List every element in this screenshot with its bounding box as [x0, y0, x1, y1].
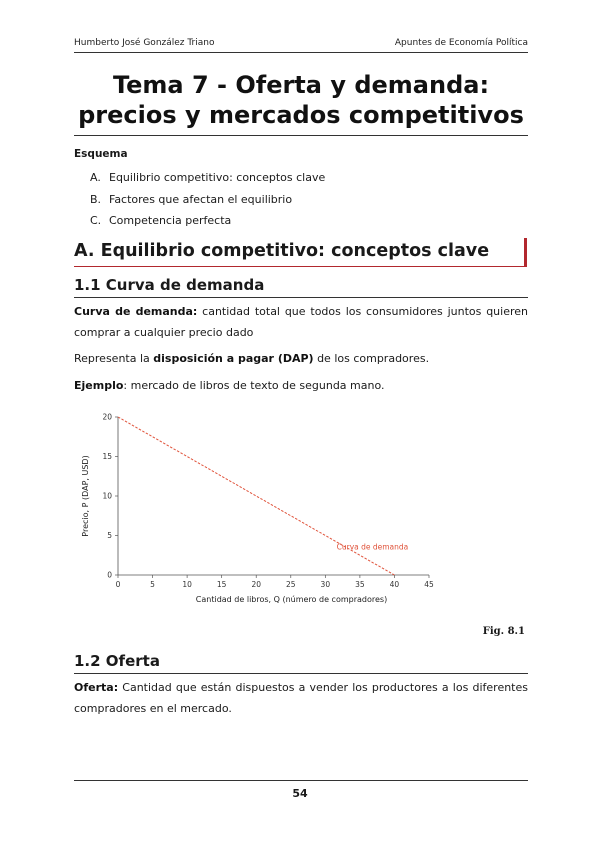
- figure-caption: Fig. 8.1: [482, 626, 525, 637]
- example-sentence: [74, 375, 528, 396]
- schema-item-letter: B.: [90, 192, 102, 206]
- y-axis-label: Precio, P (DAP, USD): [81, 455, 90, 537]
- x-tick-label: 20: [251, 580, 261, 589]
- schema-item-text: Factores que afectan el equilibrio: [109, 192, 293, 206]
- header-book-title: Apuntes de Economía Política: [394, 38, 528, 48]
- x-tick-label: 35: [355, 580, 365, 589]
- x-axis-label: Cantidad de libros, Q (número de compradores): [195, 595, 388, 604]
- page-title: Tema 7 - Oferta y demanda: precios y mercados competitivos: [78, 71, 524, 129]
- y-tick-label: 0: [107, 570, 112, 580]
- subsection-1-2-rule: [74, 673, 528, 674]
- section-a-heading-box: [74, 238, 527, 267]
- x-tick-label: 25: [286, 580, 296, 589]
- subsection-1-1-rule: [74, 297, 528, 298]
- example-label: Ejemplo: [74, 379, 124, 392]
- header-rule: [74, 52, 528, 53]
- schema-item: [90, 214, 325, 236]
- footer-rule: [74, 780, 528, 781]
- x-tick-label: 40: [389, 580, 400, 589]
- x-tick-label: 45: [424, 580, 434, 589]
- page-number: 54: [292, 787, 308, 800]
- schema-item: [90, 171, 325, 193]
- series-label-demand-curve: Curva de demanda: [336, 542, 409, 552]
- subsection-1-1-title: 1.1 Curva de demanda: [74, 276, 265, 294]
- demand-definition: [74, 301, 528, 343]
- schema-item-letter: C.: [90, 214, 102, 227]
- dap-bold: disposición a pagar (DAP): [153, 352, 314, 365]
- title-rule: [74, 135, 528, 136]
- x-tick-label: 0: [115, 580, 121, 589]
- schema-item: [90, 193, 325, 215]
- y-ticks: [102, 413, 118, 580]
- schema-item-text: Equilibrio competitivo: conceptos clave: [109, 171, 326, 184]
- example-text: : mercado de libros de texto de segunda mano.: [123, 379, 385, 392]
- y-tick-label: 10: [102, 491, 112, 501]
- demand-definition-term: Curva de demanda:: [74, 305, 198, 318]
- demand-chart: [74, 405, 454, 615]
- y-tick-label: 5: [107, 531, 112, 540]
- schema-label: Esquema: [74, 148, 128, 160]
- y-tick-label: 15: [102, 452, 112, 461]
- header-author: Humberto José González Triano: [74, 38, 215, 48]
- demand-definition-text: cantidad total que todos los consumidores juntos quieren comprar a cualquier precio dado: [74, 305, 528, 339]
- schema-item-letter: A.: [90, 171, 101, 184]
- dap-pre: Representa la: [74, 352, 154, 365]
- schema-list: [90, 171, 325, 236]
- x-tick-label: 5: [150, 580, 155, 589]
- y-tick-label: 20: [102, 412, 112, 422]
- x-tick-label: 10: [182, 580, 192, 589]
- section-a-title: A. Equilibrio competitivo: conceptos clave: [74, 241, 490, 261]
- x-ticks: [116, 575, 434, 589]
- supply-definition: [74, 677, 528, 719]
- schema-item-text: Competencia perfecta: [109, 214, 232, 227]
- supply-definition-text: Cantidad que están dispuestos a vender los productores a los diferentes compradores en el mercado.: [74, 681, 528, 715]
- x-tick-label: 15: [216, 580, 227, 589]
- supply-definition-term: Oferta:: [74, 681, 119, 694]
- dap-sentence: [74, 348, 528, 369]
- dap-post: de los compradores.: [313, 352, 430, 365]
- subsection-1-2-title: 1.2 Oferta: [74, 652, 160, 670]
- x-tick-label: 30: [320, 580, 331, 589]
